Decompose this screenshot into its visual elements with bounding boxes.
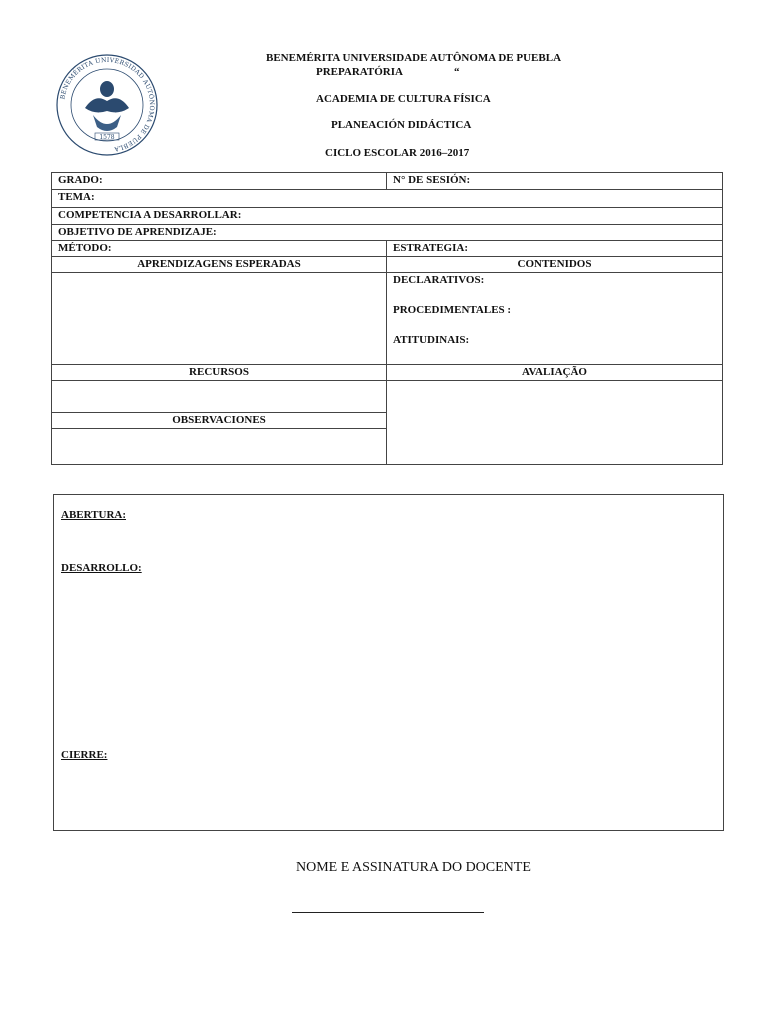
svg-text:1578: 1578 — [99, 134, 115, 141]
contenidos-header: CONTENIDOS — [387, 257, 723, 273]
signature-label: NOME E ASSINATURA DO DOCENTE — [296, 860, 531, 875]
cierre-label: CIERRE: — [61, 749, 108, 761]
grado-field[interactable]: GRADO: — [52, 173, 387, 190]
avaliacao-cell[interactable] — [387, 381, 723, 465]
session-box[interactable] — [53, 494, 724, 831]
tema-field[interactable]: TEMA: — [52, 190, 723, 208]
aprendizagens-cell[interactable] — [52, 273, 387, 365]
aprendizagens-header: APRENDIZAGENS ESPERADAS — [52, 257, 387, 273]
desarrollo-label: DESARROLLO: — [61, 562, 142, 574]
recursos-header: RECURSOS — [52, 365, 387, 381]
planning-form-table — [51, 172, 723, 465]
university-seal-logo — [55, 53, 159, 157]
objetivo-field[interactable]: OBJETIVO DE APRENDIZAJE: — [52, 225, 723, 241]
observaciones-header: OBSERVACIONES — [52, 413, 387, 429]
estrategia-field[interactable]: ESTRATEGIA: — [387, 241, 723, 257]
signature-line[interactable] — [292, 912, 484, 913]
svg-text:BENEMÉRITA UNIVERSIDAD AUTÓNOM: BENEMÉRITA UNIVERSIDAD AUTÓNOMA DE PUEBLA — [59, 56, 156, 153]
metodo-field[interactable]: MÉTODO: — [52, 241, 387, 257]
school-name: PREPARATÓRIA — [316, 66, 403, 78]
competencia-field[interactable]: COMPETENCIA A DESARROLLAR: — [52, 208, 723, 225]
university-name: BENEMÉRITA UNIVERSIDADE AUTÔNOMA DE PUEBLA — [266, 52, 562, 64]
school-cycle: CICLO ESCOLAR 2016–2017 — [325, 147, 470, 159]
document-title: PLANEACIÓN DIDÁCTICA — [331, 119, 472, 131]
declarativos-label: DECLARATIVOS: — [393, 274, 485, 286]
academy-name: ACADEMIA DE CULTURA FÍSICA — [316, 93, 491, 105]
sesion-field[interactable]: N° DE SESIÓN: — [387, 173, 723, 190]
abertura-label: ABERTURA: — [61, 509, 127, 521]
observaciones-cell[interactable] — [52, 429, 387, 465]
contenidos-cell[interactable] — [387, 273, 723, 365]
atitudinais-label: ATITUDINAIS: — [393, 334, 470, 346]
procedimentales-label: PROCEDIMENTALES : — [393, 304, 512, 316]
avaliacao-header: AVALIAÇÃO — [387, 365, 723, 381]
school-quote-mark: “ — [454, 66, 460, 78]
recursos-cell[interactable] — [52, 381, 387, 413]
